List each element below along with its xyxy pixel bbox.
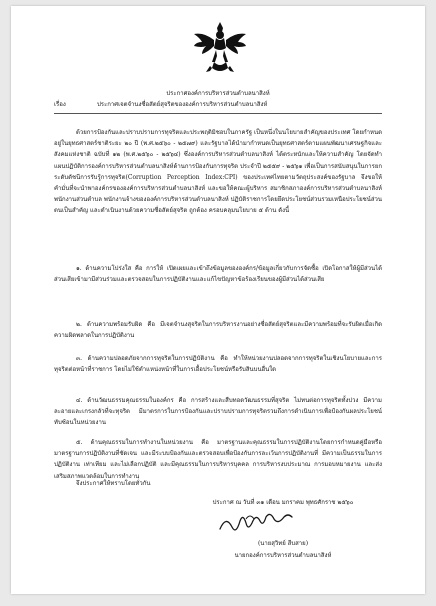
intro-paragraph: ด้วยการป้องกันและปราบปรามการทุจริตและประพฤติมิชอบในภาครัฐ เป็นหนึ่งในนโยบายสำคัญของประเทศ โดยกำหนดอยู่ในยุทธศาสตร์ชาติระยะ ๒๐ ปี (พ.ศ.๒๕๖๐ - ๒๕๗๙) และรัฐบาลได้นำมากำหนดเป็นยุทธศาสตร์ตามแผนพัฒนาเศรษฐกิจและสังคมแห่งชาติ ฉบับที่ ๑๒ (พ.ศ.๒๕๖๐ - ๒๕๖๔) ซึ่งองค์การบริหารส่วนตำบลนาสิงห์ ได้ตระหนักและให้ความสำคัญ โดยจัดทำแผนปฏิบัติการองค์การบริหารส่วนตำบลนาสิงห์ด้านการป้องกันการทุจริต ประจำปี ๒๕๕๙ - ๒๕๖๑ เพื่อเป็นการสนับสนุนในการยกระดับดัชนีการรับรู้การทุจริต(Corruption Perception Index:CPI) ของประเทศไทยตามวัตถุประสงค์ของรัฐบาล จึงขอให้คำมั่นที่จะนำพาองค์กรขององค์การบริหารส่วนตำบลนาสิงห์ และขอให้คณะผู้บริหาร สมาชิกสภาองค์การบริหารส่วนตำบลนาสิงห์ พนักงานส่วนตำบล พนักงานจ้างขององค์การบริหารส่วนตำบลนาสิงห์ ปฏิบัติราชการโดยยึดประโยชน์ส่วนรวมเหนือประโยชน์ส่วนตนเป็นสำคัญ และดำเนินงานด้วยความซื่อสัตย์สุจริต ถูกต้อง ครอบคลุมนโยบาย ๕ ด้าน ดังนี้ — [54, 129, 382, 215]
garuda-emblem-icon — [192, 20, 248, 74]
closing-statement: จึงประกาศให้ทราบโดยทั่วกัน — [76, 480, 151, 487]
announcer: ประกาศองค์การบริหารส่วนตำบลนาสิงห์ — [166, 90, 270, 97]
policy-item-work-ethics: ๕. ด้านคุณธรรมในการทำงานในหน่วยงาน คือ มาตรฐานและคุณธรรมในการปฏิบัติงานโดยการกำหนดคู่มือหรือมาตรฐานการปฏิบัติงานที่ชัดเจน และมีระบบป้องกันและตรวจสอบเพื่อป้องกันการละเว้นการปฏิบัติงานที่ มีความเป็นธรรมในการปฏิบัติงาน เท่าเทียม และไม่เลือกปฏิบัติ และมีคุณธรรมในการบริหารบุคคล การบริหารงบประมาณ การมอบหมายงาน และส่งเสริมสภาพแวดล้อมในการทำงาน — [54, 439, 382, 480]
document-page — [11, 6, 425, 594]
policy-item-accountability: ๒. ด้านความพร้อมรับผิด คือ มีเจตจำนงสุจริตในการบริหารงานอย่างซื่อสัตย์สุจริตและมีความพร้อมที่จะรับผิดเมื่อเกิดความผิดพลาดในการปฏิบัติงาน — [54, 321, 382, 340]
signer-title: นายกองค์การบริหารส่วนตำบลนาสิงห์ — [234, 552, 332, 559]
signature — [216, 511, 296, 537]
policy-item-transparency: ๑. ด้านความโปร่งใส คือ การให้ เปิดเผยและเข้าถึงข้อมูลขององค์กร/ข้อมูลเกี่ยวกับการจัดซื้อ เปิดโอกาสให้ผู้มีส่วนได้ส่วนเสียเข้ามามีส่วนร่วมและตรวจสอบในการปฏิบัติงานและแก้ไขปัญหาข้อร้องเรียนของผู้มีส่วนได้ส่วนเสีย — [54, 265, 382, 284]
policy-item-corruption-free: ๓. ด้านความปลอดภัยจากการทุจริตในการปฏิบัติงาน คือ ทำให้หน่วยงานปลอดจากการทุจริตในเชิงนโยบายและการทุจริตต่อหน้าที่ราชการ โดยไม่ใช้ตำแหน่งหน้าที่ในการเอื้อประโยชน์หรือรับสินบนอื่นใด — [54, 355, 382, 374]
subject-label: เรื่อง — [54, 101, 66, 108]
policy-item-integrity-culture: ๔. ด้านวัฒนธรรมคุณธรรมในองค์กร คือ การสร้างและสืบทอดวัฒนธรรมที่สุจริต ไม่ทนต่อการทุจริตทั้งปวง มีความละอายและเกรงกลัวที่จะทุจริต มีมาตรการในการป้องกันและปราบปรามการทุจริตรวมถึงการดำเนินการเพื่อป้องกันผลประโยชน์ทับซ้อนในหน่วยงาน — [54, 397, 382, 427]
signer-name: (นายสุวิทย์ สีบสาย) — [257, 540, 309, 547]
header-divider — [54, 113, 382, 114]
subject-text: ประกาศเจตจำนงซื่อสัตย์สุจริตขององค์การบริหารส่วนตำบลนาสิงห์ — [97, 101, 268, 108]
announcement-date: ประกาศ ณ วันที่ ๓๑ เดือน มกราคม พุทธศักราช ๒๕๖๐ — [212, 499, 354, 506]
